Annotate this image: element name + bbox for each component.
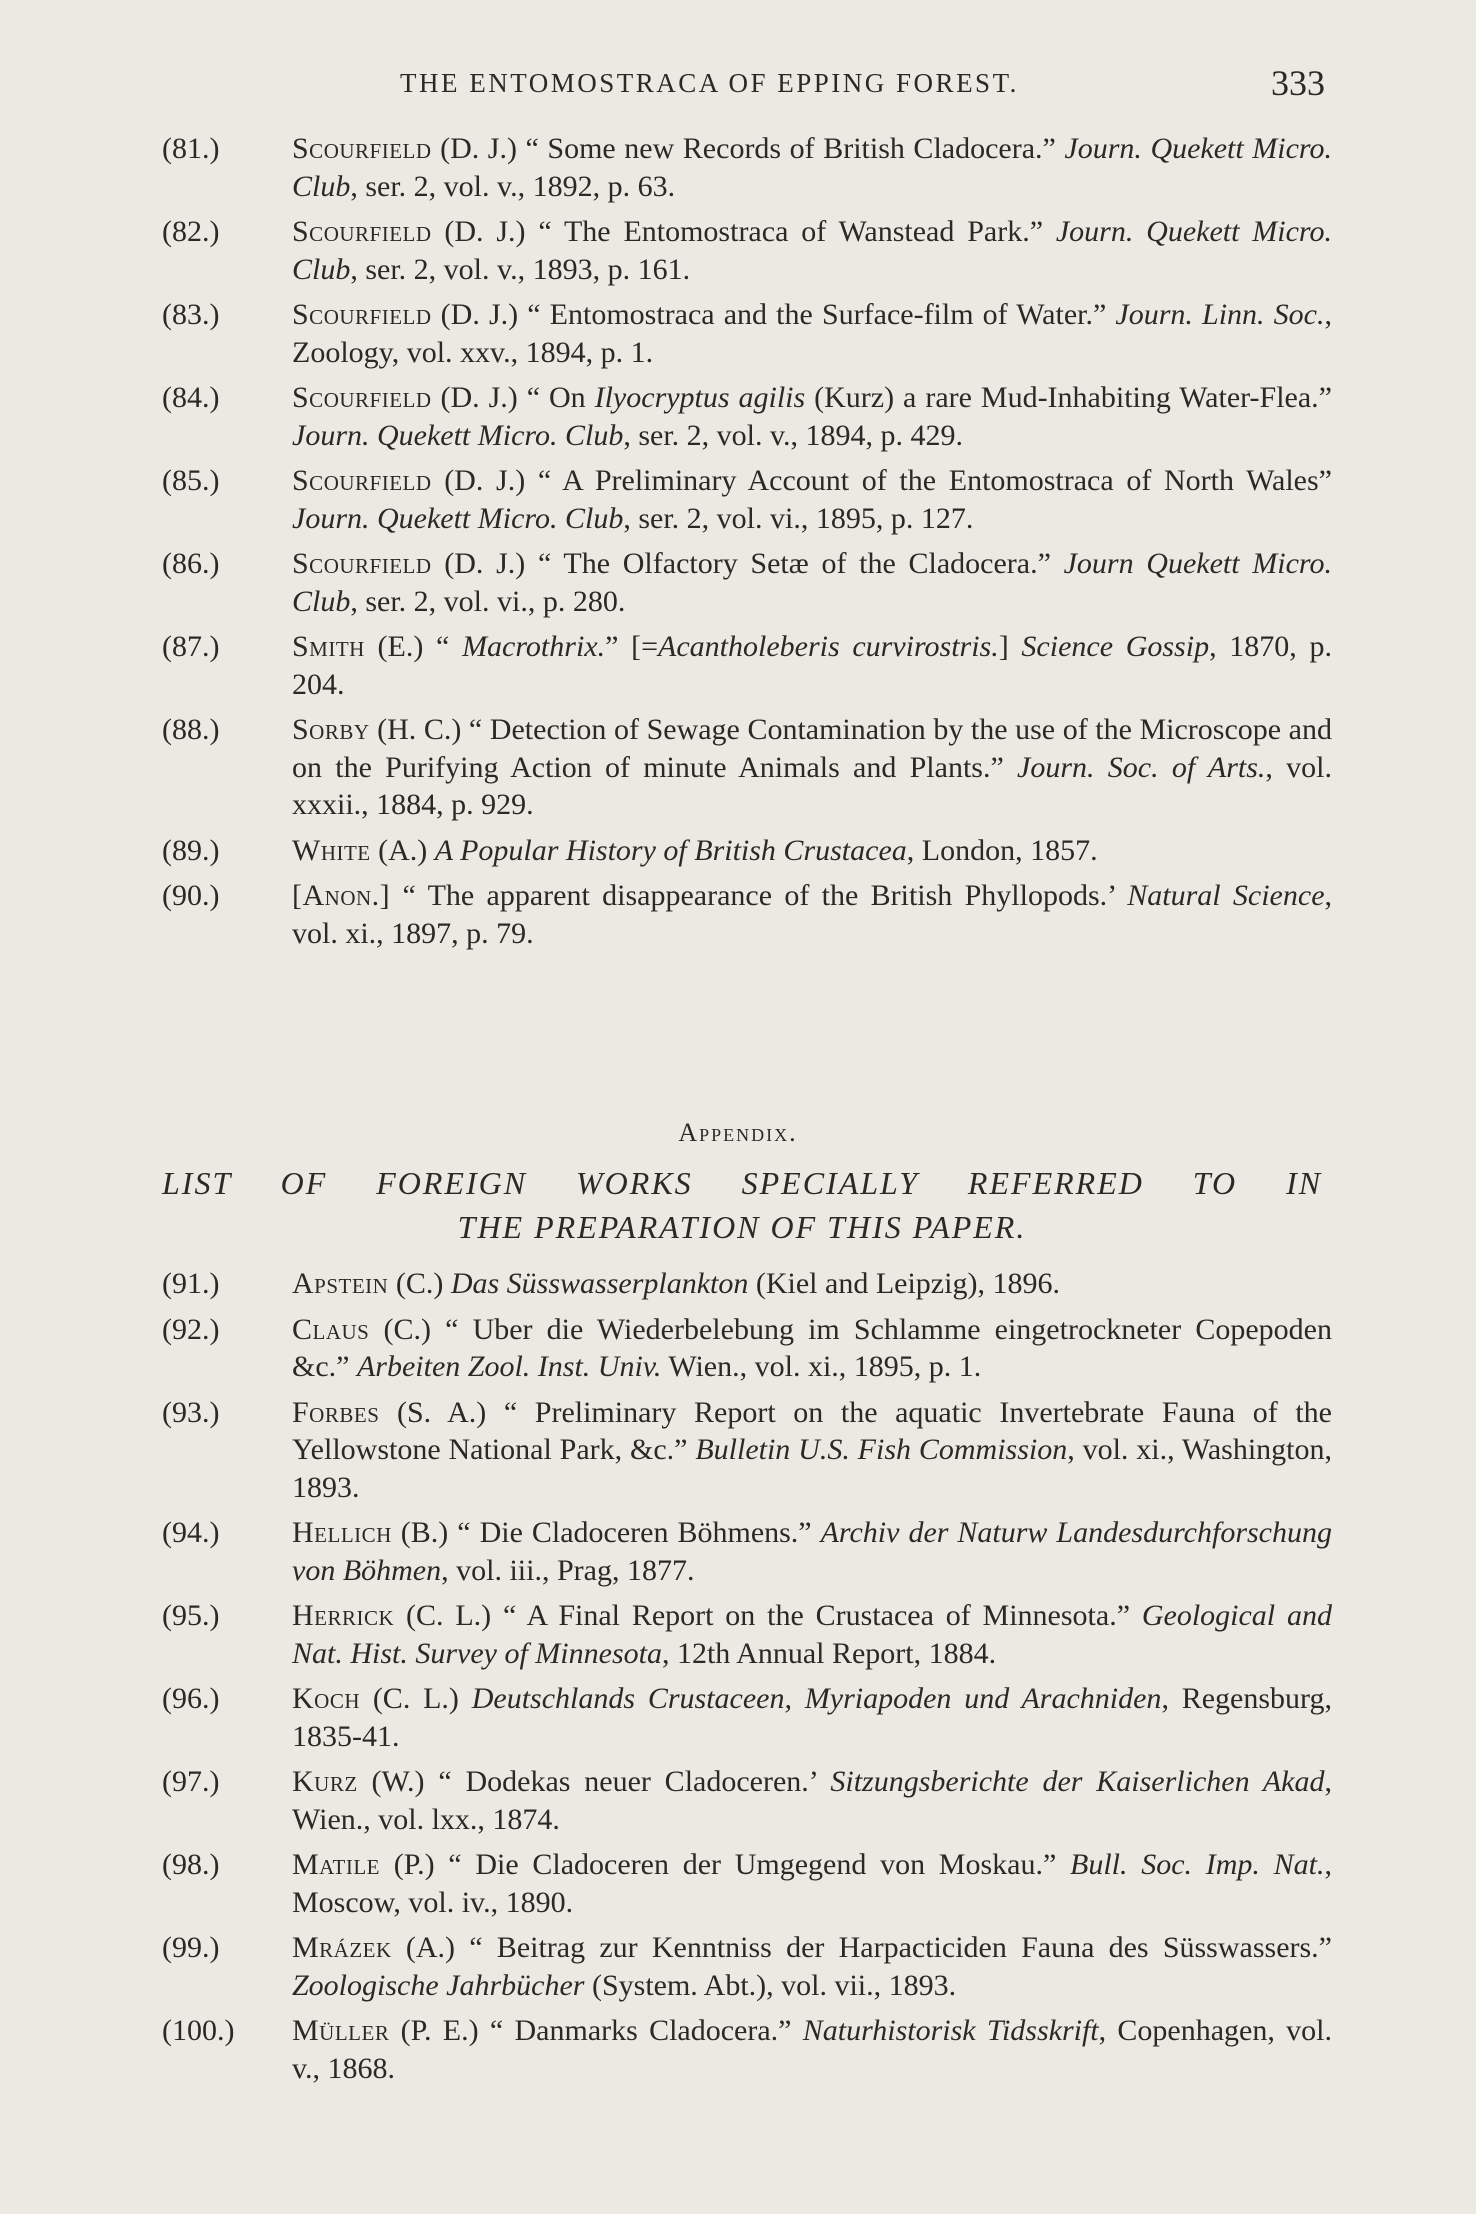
reference-entry <box>162 1597 1332 1672</box>
reference-initials: (H. C.) <box>369 713 469 746</box>
reference-author: Scourfield <box>292 547 432 580</box>
reference-details: , 1870, p. 204. <box>292 630 1332 701</box>
reference-initials: (P. E.) <box>389 2014 490 2047</box>
reference-entry <box>162 2012 1332 2087</box>
reference-initials: (D. J.) <box>431 547 538 580</box>
reference-author: Scourfield <box>292 381 432 414</box>
reference-entry <box>162 628 1332 703</box>
reference-initials: (B.) <box>391 1516 458 1549</box>
reference-journal: Journ. Soc. of Arts. <box>1017 750 1266 784</box>
reference-details: Wien., vol. xi., 1895, p. 1. <box>661 1350 982 1383</box>
reference-entry <box>162 1763 1332 1838</box>
reference-initials: (D. J.) <box>431 381 527 414</box>
reference-initials: (D. J.) <box>431 298 528 331</box>
reference-title: “ Beitrag zur Kenntniss der Harpacticiden Fauna des Süsswassers.” <box>469 1931 1332 1964</box>
reference-journal: Sitzungsberichte der Kaiserlichen Akad <box>830 1765 1325 1798</box>
reference-author: Hellich <box>292 1516 392 1549</box>
reference-initials: (W.) <box>357 1765 439 1798</box>
reference-details: , ser. 2, vol. v., 1894, p. 429. <box>623 418 964 452</box>
reference-journal: Geological and Nat. Hist. Survey of Minnesota <box>292 1599 1332 1670</box>
reference-title: “ The apparent disappearance of the British Phyllopods.’ <box>402 879 1128 912</box>
reference-details: , ser. 2, vol. vi., 1895, p. 127. <box>623 501 974 535</box>
reference-title: “ A Preliminary Account of the Entomostraca of North Wales” <box>537 464 1332 497</box>
reference-journal: Zoologische Jahrbücher <box>292 1968 585 2002</box>
reference-entry <box>162 1846 1332 1921</box>
reference-title: “ Detection of Sewage Contamination by the use of the Microscope and on the Purifying Action of minute Animals and Plants.” <box>292 713 1332 784</box>
reference-title: “ Entomostraca and the Surface-film of Water.” <box>527 298 1116 331</box>
reference-details: , ser. 2, vol. v., 1893, p. 161. <box>350 252 691 286</box>
reference-number: (99.) <box>162 1931 220 1964</box>
reference-entry <box>162 545 1332 620</box>
reference-initials: (D. J.) <box>431 132 526 165</box>
reference-author: Mrázek <box>292 1931 392 1964</box>
reference-title: ] <box>998 630 1022 663</box>
reference-details: , ser. 2, vol. v., 1892, p. 63. <box>350 169 676 203</box>
reference-details: , Copenhagen, vol. v., 1868. <box>292 2014 1332 2085</box>
reference-details: (Kiel and Leipzig), 1896. <box>748 1267 1060 1300</box>
reference-number: (98.) <box>162 1848 220 1881</box>
reference-author: Apstein <box>292 1267 389 1300</box>
reference-title: “ Uber die Wiederbelebung im Schlamme eingetrockneter Copepoden &c.” <box>292 1312 1332 1383</box>
reference-details: , Regensburg, 1835-41. <box>292 1682 1332 1753</box>
reference-initials: (C. L.) <box>360 1682 472 1715</box>
reference-journal: Journ. Quekett Micro. Club <box>292 418 624 452</box>
reference-journal: Arbeiten Zool. Inst. Univ. <box>356 1350 662 1383</box>
reference-initials: (E.) <box>364 630 437 663</box>
reference-italic-title: Acantholeberis curvirostris. <box>658 630 999 663</box>
reference-journal: Archiv der Naturw Landesdurchforschung von Böhmen <box>292 1516 1332 1587</box>
reference-details: , 12th Annual Report, 1884. <box>661 1636 997 1670</box>
reference-entry <box>162 832 1332 870</box>
reference-author: Scourfield <box>292 215 432 248</box>
reference-details: , vol. iii., Prag, 1877. <box>441 1553 695 1587</box>
reference-entry <box>162 1394 1332 1507</box>
reference-title: “ The Entomostraca of Wanstead Park.” <box>538 215 1056 248</box>
reference-number: (90.) <box>162 879 220 912</box>
reference-details: , ser. 2, vol. vi., p. 280. <box>350 584 626 618</box>
reference-entry <box>162 711 1332 824</box>
reference-initials: (S. A.) <box>379 1395 504 1429</box>
reference-title: “ On <box>526 381 595 414</box>
reference-author: Smith <box>292 630 365 663</box>
reference-author: Claus <box>292 1312 370 1346</box>
reference-number: (92.) <box>162 1312 220 1346</box>
reference-initials: (C.) <box>369 1312 446 1346</box>
reference-number: (91.) <box>162 1267 220 1300</box>
reference-initials: (A.) <box>391 1931 470 1964</box>
appendix-title-word: TO <box>1192 1165 1238 1201</box>
reference-journal: Bull. Soc. Imp. Nat. <box>1070 1848 1325 1881</box>
reference-entry <box>162 877 1332 952</box>
reference-title: “ Preliminary Report on the aquatic Invertebrate Fauna of the Yellowstone National Park, &c.” <box>292 1395 1332 1466</box>
reference-author: [Anon.] <box>292 879 391 912</box>
reference-journal: Journ. Linn. Soc. <box>1115 298 1325 331</box>
appendix-title-word: WORKS <box>576 1165 693 1201</box>
reference-entry <box>162 213 1332 288</box>
reference-author: Koch <box>292 1682 361 1715</box>
reference-journal: Natural Science <box>1127 879 1325 912</box>
reference-number: (83.) <box>162 298 220 331</box>
reference-journal: Deutschlands Crustaceen, Myriapoden und Arachniden <box>471 1682 1162 1715</box>
reference-entry <box>162 1311 1332 1386</box>
reference-journal: A Popular History of British Crustacea <box>434 833 907 867</box>
reference-initials: (A.) <box>370 833 435 867</box>
reference-journal: Bulletin U.S. Fish Commission <box>695 1433 1068 1466</box>
reference-entry <box>162 462 1332 537</box>
reference-italic-title: Macrothrix. <box>462 630 606 663</box>
reference-journal: Journ. Quekett Micro. Club <box>292 215 1332 286</box>
reference-number: (84.) <box>162 381 220 414</box>
reference-number: (88.) <box>162 713 220 746</box>
reference-number: (100.) <box>162 2014 235 2047</box>
reference-details: (System. Abt.), vol. vii., 1893. <box>584 1968 957 2002</box>
reference-journal: Das Süsswasserplankton <box>450 1267 749 1300</box>
reference-title: “ Danmarks Cladocera.” <box>489 2014 803 2047</box>
reference-list <box>162 130 1332 960</box>
appendix-title-word: IN <box>1286 1165 1323 1201</box>
reference-journal: Journ. Quekett Micro. Club <box>292 132 1332 203</box>
reference-author: Forbes <box>292 1395 380 1429</box>
appendix-title-word: FOREIGN <box>376 1165 528 1201</box>
reference-journal: Science Gossip <box>1021 630 1210 663</box>
reference-number: (95.) <box>162 1599 220 1632</box>
reference-initials: (P.) <box>380 1848 449 1881</box>
reference-initials: (C.) <box>388 1267 451 1300</box>
appendix-title-line-1 <box>162 1165 1322 1202</box>
appendix-title-line-2: THE PREPARATION OF THIS PAPER. <box>457 1209 1027 1245</box>
reference-entry <box>162 1265 1332 1303</box>
reference-journal: Journ. Quekett Micro. Club <box>292 501 624 535</box>
reference-title: “ Some new Records of British Cladocera.” <box>525 132 1065 165</box>
reference-author: Scourfield <box>292 298 432 331</box>
reference-details: , vol. xxxii., 1884, p. 929. <box>292 750 1333 821</box>
reference-author: Herrick <box>292 1599 395 1632</box>
reference-initials: (D. J.) <box>431 464 538 497</box>
reference-author: Sorby <box>292 713 370 746</box>
foreign-reference-list <box>162 1265 1332 2095</box>
reference-details: , vol. xi., 1897, p. 79. <box>292 879 1333 950</box>
reference-number: (96.) <box>162 1682 220 1715</box>
reference-journal: Naturhistorisk Tidsskrift <box>802 2014 1099 2047</box>
reference-entry <box>162 296 1332 371</box>
reference-author: Scourfield <box>292 132 432 165</box>
reference-title: ” [= <box>605 630 659 663</box>
reference-title: “ <box>436 630 463 663</box>
reference-details: , Wien., vol. lxx., 1874. <box>292 1765 1332 1836</box>
running-title: THE ENTOMOSTRACA OF EPPING FOREST. <box>400 68 1019 98</box>
reference-details: , London, 1857. <box>906 833 1098 867</box>
reference-entry <box>162 379 1332 454</box>
reference-title: “ Die Cladoceren Böhmens.” <box>457 1516 821 1549</box>
reference-author: Kurz <box>292 1765 358 1798</box>
reference-entry <box>162 1929 1332 2004</box>
reference-title: “ Dodekas neuer Cladoceren.’ <box>438 1765 831 1798</box>
reference-title: (Kurz) a rare Mud-Inhabiting Water-Flea.” <box>805 381 1332 414</box>
reference-author: Müller <box>292 2014 390 2047</box>
reference-author: Scourfield <box>292 464 432 497</box>
reference-initials: (C. L.) <box>394 1599 503 1632</box>
reference-number: (82.) <box>162 215 220 248</box>
reference-author: White <box>292 833 371 867</box>
reference-author: Matile <box>292 1848 380 1881</box>
page-number: 333 <box>1271 63 1325 103</box>
reference-entry <box>162 1680 1332 1755</box>
appendix-title-word: OF <box>280 1165 328 1201</box>
reference-details: , Zoology, vol. xxv., 1894, p. 1. <box>292 298 1332 369</box>
reference-number: (89.) <box>162 833 220 867</box>
reference-details: , vol. xi., Washington, 1893. <box>292 1433 1332 1504</box>
reference-entry <box>162 130 1332 205</box>
reference-details: , Moscow, vol. iv., 1890. <box>292 1848 1332 1919</box>
reference-number: (94.) <box>162 1516 220 1549</box>
reference-entry <box>162 1514 1332 1589</box>
page-header <box>150 62 1325 112</box>
reference-title: “ The Olfactory Setæ of the Cladocera.” <box>537 547 1064 580</box>
reference-title: “ A Final Report on the Crustacea of Minnesota.” <box>502 1599 1142 1632</box>
reference-number: (86.) <box>162 547 220 580</box>
appendix-heading: Appendix. <box>678 1118 798 1147</box>
reference-number: (87.) <box>162 630 220 663</box>
reference-journal: Journ Quekett Micro. Club <box>292 547 1332 618</box>
reference-number: (97.) <box>162 1765 220 1798</box>
reference-number: (93.) <box>162 1395 220 1429</box>
appendix-title-word: REFERRED <box>967 1165 1144 1201</box>
reference-initials: (D. J.) <box>431 215 539 248</box>
appendix-title-word: LIST <box>162 1165 232 1201</box>
reference-italic-title: Ilyocryptus agilis <box>594 381 806 414</box>
reference-number: (85.) <box>162 464 220 497</box>
reference-initials <box>390 879 402 912</box>
reference-number: (81.) <box>162 132 220 165</box>
appendix-title-word: SPECIALLY <box>741 1165 919 1201</box>
reference-title: “ Die Cladoceren der Umgegend von Moskau.” <box>448 1848 1071 1881</box>
